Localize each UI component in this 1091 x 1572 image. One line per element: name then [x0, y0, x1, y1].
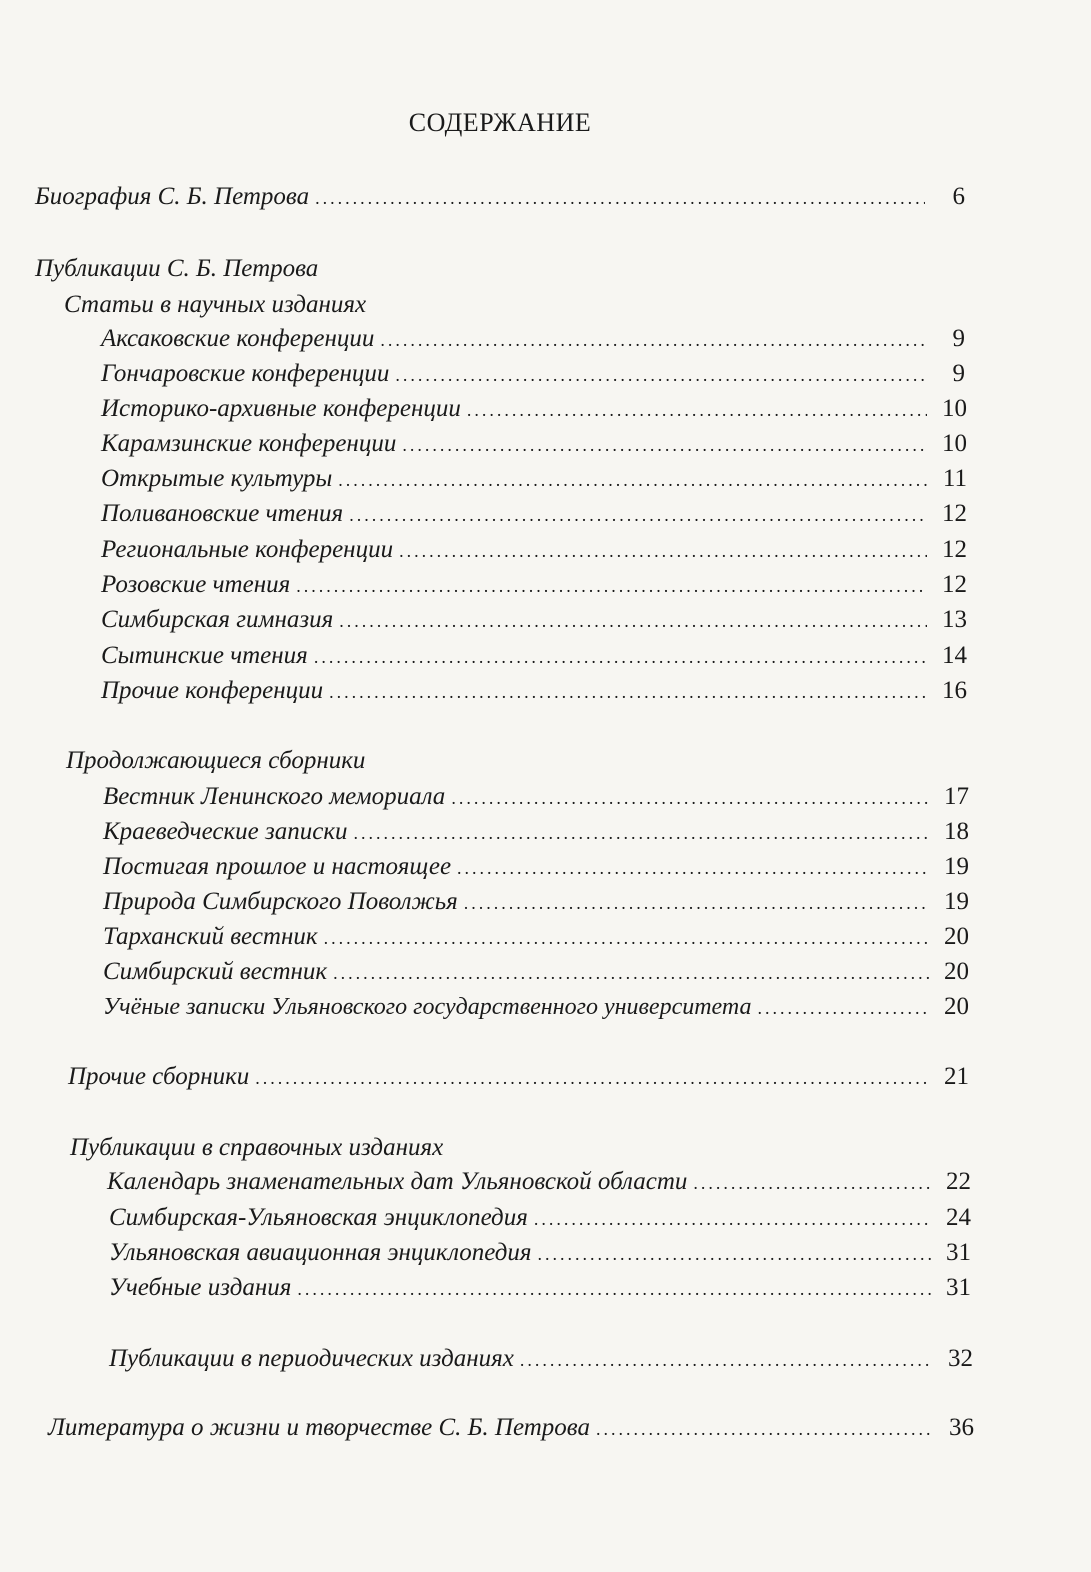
toc-entry: [101, 394, 967, 425]
dot-leader: [354, 818, 929, 848]
dot-leader: [338, 465, 927, 495]
toc-entry: [101, 676, 967, 707]
toc-entry-label: Литература о жизни и творчестве С. Б. Петрова: [48, 1414, 590, 1441]
toc-entry-page: 20: [944, 958, 969, 985]
toc-entry-label: Учебные издания: [109, 1274, 292, 1301]
toc-entry-page: 22: [946, 1168, 971, 1195]
toc-entry-biography: [35, 182, 965, 213]
toc-entry: [101, 464, 967, 495]
toc-entry-label: Прочие сборники: [68, 1063, 250, 1090]
dot-leader: [329, 677, 927, 707]
toc-entry-label: Вестник Ленинского мемориала: [103, 783, 446, 810]
dot-leader: [395, 360, 925, 390]
toc-entry: [103, 887, 969, 918]
toc-entry-page: 16: [942, 677, 967, 704]
toc-entry-page: 9: [952, 360, 965, 387]
toc-entry-label: Симбирская-Ульяновская энциклопедия: [109, 1204, 528, 1231]
dot-leader: [255, 1063, 929, 1093]
toc-entry-label: Краеведческие записки: [103, 818, 348, 845]
toc-entry-page: 12: [942, 500, 967, 527]
toc-entry: [109, 1273, 971, 1304]
toc-entry-other-collections: [68, 1062, 969, 1093]
dot-leader: [402, 430, 927, 460]
subsection-heading-scientific: Статьи в научных изданиях: [64, 291, 367, 318]
page-title: СОДЕРЖАНИЕ: [408, 108, 592, 137]
toc-entry-page: 17: [944, 783, 969, 810]
toc-entry-label: Постигая прошлое и настоящее: [103, 853, 452, 880]
toc-entry: [103, 922, 969, 953]
toc-entry-page: 18: [944, 818, 969, 845]
toc-entry-page: 24: [946, 1204, 971, 1231]
toc-entry: [101, 570, 967, 601]
toc-entry-page: 20: [944, 993, 969, 1020]
dot-leader: [380, 325, 925, 355]
toc-entry-label: Календарь знаменательных дат Ульяновской области: [107, 1168, 688, 1195]
toc-entry-page: 9: [952, 325, 965, 352]
toc-entry-page: 12: [942, 571, 967, 598]
toc-entry-page: 6: [952, 183, 965, 210]
dot-leader: [758, 993, 929, 1023]
toc-entry-page: 14: [942, 642, 967, 669]
toc-entry-label: Биография С. Б. Петрова: [35, 183, 310, 210]
dot-leader: [538, 1239, 931, 1269]
toc-entry-label: Сытинские чтения: [101, 642, 308, 669]
toc-entry: [103, 817, 969, 848]
dot-leader: [534, 1204, 931, 1234]
dot-leader: [451, 783, 929, 813]
toc-entry: [107, 1167, 971, 1198]
dot-leader: [693, 1168, 931, 1198]
toc-entry-periodicals: [109, 1344, 973, 1375]
toc-entry: [103, 992, 969, 1023]
toc-entry-page: 11: [942, 465, 967, 492]
dot-leader: [349, 500, 927, 530]
toc-entry-label: Поливановские чтения: [101, 500, 344, 527]
toc-entry-label: Открытые культуры: [101, 465, 333, 492]
toc-entry-page: 36: [949, 1414, 974, 1441]
dot-leader: [315, 183, 925, 213]
subsection-heading-reference: Публикации в справочных изданиях: [70, 1134, 444, 1161]
toc-entry-label: Симбирский вестник: [103, 958, 328, 985]
toc-entry-page: 13: [942, 606, 967, 633]
toc-entry: [103, 957, 969, 988]
toc-entry-page: 10: [942, 430, 967, 457]
dot-leader: [520, 1345, 933, 1375]
toc-entry: [109, 1203, 971, 1234]
toc-entry-page: 31: [946, 1239, 971, 1266]
toc-entry-label: Гончаровские конференции: [101, 360, 390, 387]
dot-leader: [296, 571, 927, 601]
toc-entry-label: Региональные конференции: [101, 536, 394, 563]
toc-entry: [103, 852, 969, 883]
toc-entry-label: Розовские чтения: [101, 571, 291, 598]
toc-entry-label: Историко-архивные конференции: [101, 395, 461, 422]
toc-entry: [101, 324, 965, 355]
subsection-heading-serial: Продолжающиеся сборники: [66, 747, 366, 774]
dot-leader: [464, 888, 929, 918]
toc-entry-page: 32: [948, 1345, 973, 1372]
dot-leader: [297, 1274, 931, 1304]
toc-entry-literature: [48, 1413, 974, 1444]
toc-entry-label: Карамзинские конференции: [101, 430, 397, 457]
toc-entry: [101, 641, 967, 672]
toc-entry-label: Природа Симбирского Поволжья: [103, 888, 458, 915]
dot-leader: [596, 1414, 934, 1444]
toc-entry-label: Учёные записки Ульяновского государственного университета: [103, 994, 752, 1020]
toc-entry-label: Ульяновская авиационная энциклопедия: [109, 1239, 532, 1266]
toc-entry-label: Публикации в периодических изданиях: [109, 1345, 514, 1372]
dot-leader: [339, 606, 927, 636]
toc-entry-label: Аксаковские конференции: [101, 325, 375, 352]
toc-entry: [109, 1238, 971, 1269]
dot-leader: [467, 395, 927, 425]
toc-entry: [101, 359, 965, 390]
toc-entry: [103, 782, 969, 813]
toc-entry-page: 31: [946, 1274, 971, 1301]
toc-entry-label: Прочие конференции: [101, 677, 324, 704]
dot-leader: [314, 642, 927, 672]
dot-leader: [324, 923, 929, 953]
toc-entry: [101, 429, 967, 460]
toc-entry: [101, 605, 967, 636]
toc-entry: [101, 499, 967, 530]
toc-entry-page: 12: [942, 536, 967, 563]
toc-entry-page: 21: [944, 1063, 969, 1090]
toc-entry: [101, 535, 967, 566]
toc-entry-page: 19: [944, 888, 969, 915]
section-heading-publications: Публикации С. Б. Петрова: [35, 255, 319, 282]
dot-leader: [333, 958, 929, 988]
toc-entry-page: 20: [944, 923, 969, 950]
toc-entry-page: 10: [942, 395, 967, 422]
toc-entry-label: Симбирская гимназия: [101, 606, 334, 633]
toc-entry-label: Тарханский вестник: [103, 923, 318, 950]
dot-leader: [399, 536, 927, 566]
toc-entry-page: 19: [944, 853, 969, 880]
dot-leader: [457, 853, 929, 883]
